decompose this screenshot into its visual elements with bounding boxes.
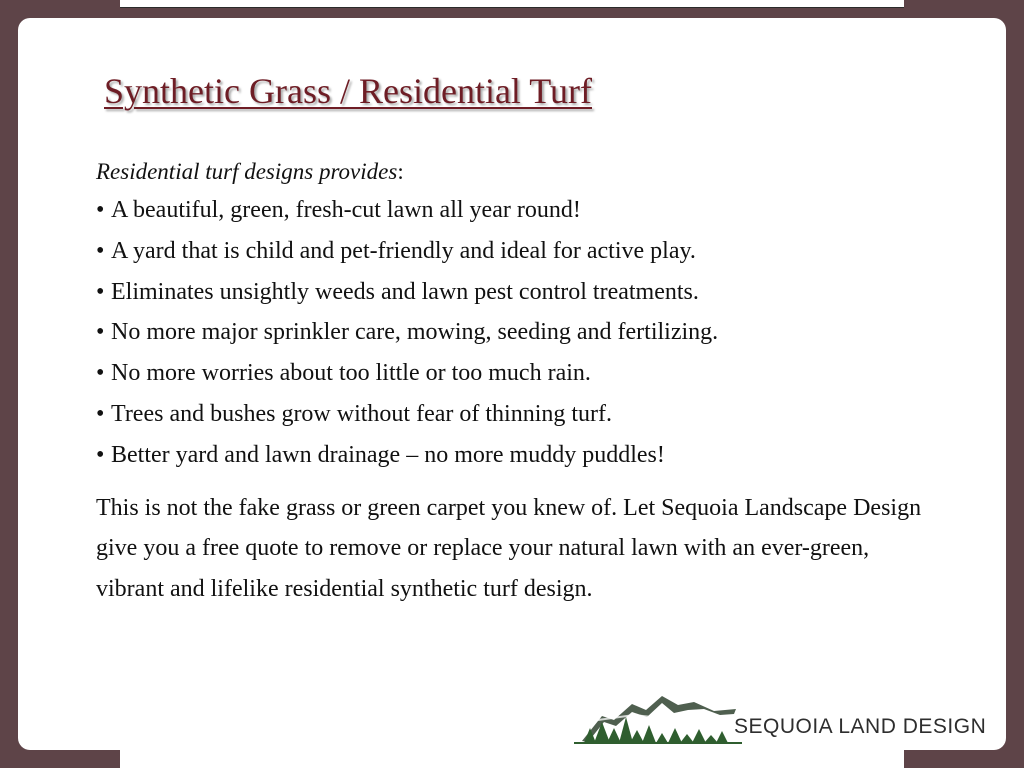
benefit-text: No more worries about too little or too much rain. xyxy=(111,360,591,387)
benefit-text: Better yard and lawn drainage – no more muddy puddles! xyxy=(111,441,665,468)
benefit-item xyxy=(96,394,926,435)
bullet-mark: • xyxy=(96,278,105,305)
bullet-mark: • xyxy=(96,237,105,264)
benefit-text: Eliminates unsightly weeds and lawn pest control treatments. xyxy=(111,278,699,305)
bullet-mark: • xyxy=(96,400,105,427)
benefit-list xyxy=(96,190,926,476)
company-logo xyxy=(574,686,996,744)
bullet-mark: • xyxy=(96,441,105,468)
bottom-rule xyxy=(120,750,904,768)
bullet-mark: • xyxy=(96,197,105,223)
intro-line xyxy=(96,154,926,190)
slide-content xyxy=(96,154,926,610)
quote-paragraph: This is not the fake grass or green carpet you knew of. Let Sequoia Landscape Design give you a free quote to remove or replace your natural lawn with an ever-green, vibrant and lifelike residential synthetic turf design. xyxy=(96,494,922,603)
benefit-item xyxy=(96,272,926,313)
benefit-item xyxy=(96,190,926,231)
benefit-text: Trees and bushes grow without fear of thinning turf. xyxy=(111,400,613,427)
benefit-text: A yard that is child and pet-friendly and ideal for active play. xyxy=(111,237,696,264)
benefit-text: A beautiful, green, fresh-cut lawn all year round! xyxy=(111,197,581,223)
top-rule xyxy=(120,0,904,8)
slide-title: Synthetic Grass / Residential Turf xyxy=(104,71,592,111)
benefit-item xyxy=(96,435,926,476)
benefit-item xyxy=(96,312,926,353)
intro-label: Residential turf designs provides xyxy=(96,159,398,184)
bullet-mark: • xyxy=(96,360,105,387)
benefit-text: No more major sprinkler care, mowing, seeding and fertilizing. xyxy=(111,319,719,346)
logo-text: SEQUOIA LAND DESIGN xyxy=(734,715,987,738)
intro-colon: : xyxy=(397,159,404,184)
benefit-item xyxy=(96,353,926,394)
bullet-mark: • xyxy=(96,319,105,346)
benefit-item xyxy=(96,231,926,272)
mountain-trees-logo-icon xyxy=(574,686,742,744)
